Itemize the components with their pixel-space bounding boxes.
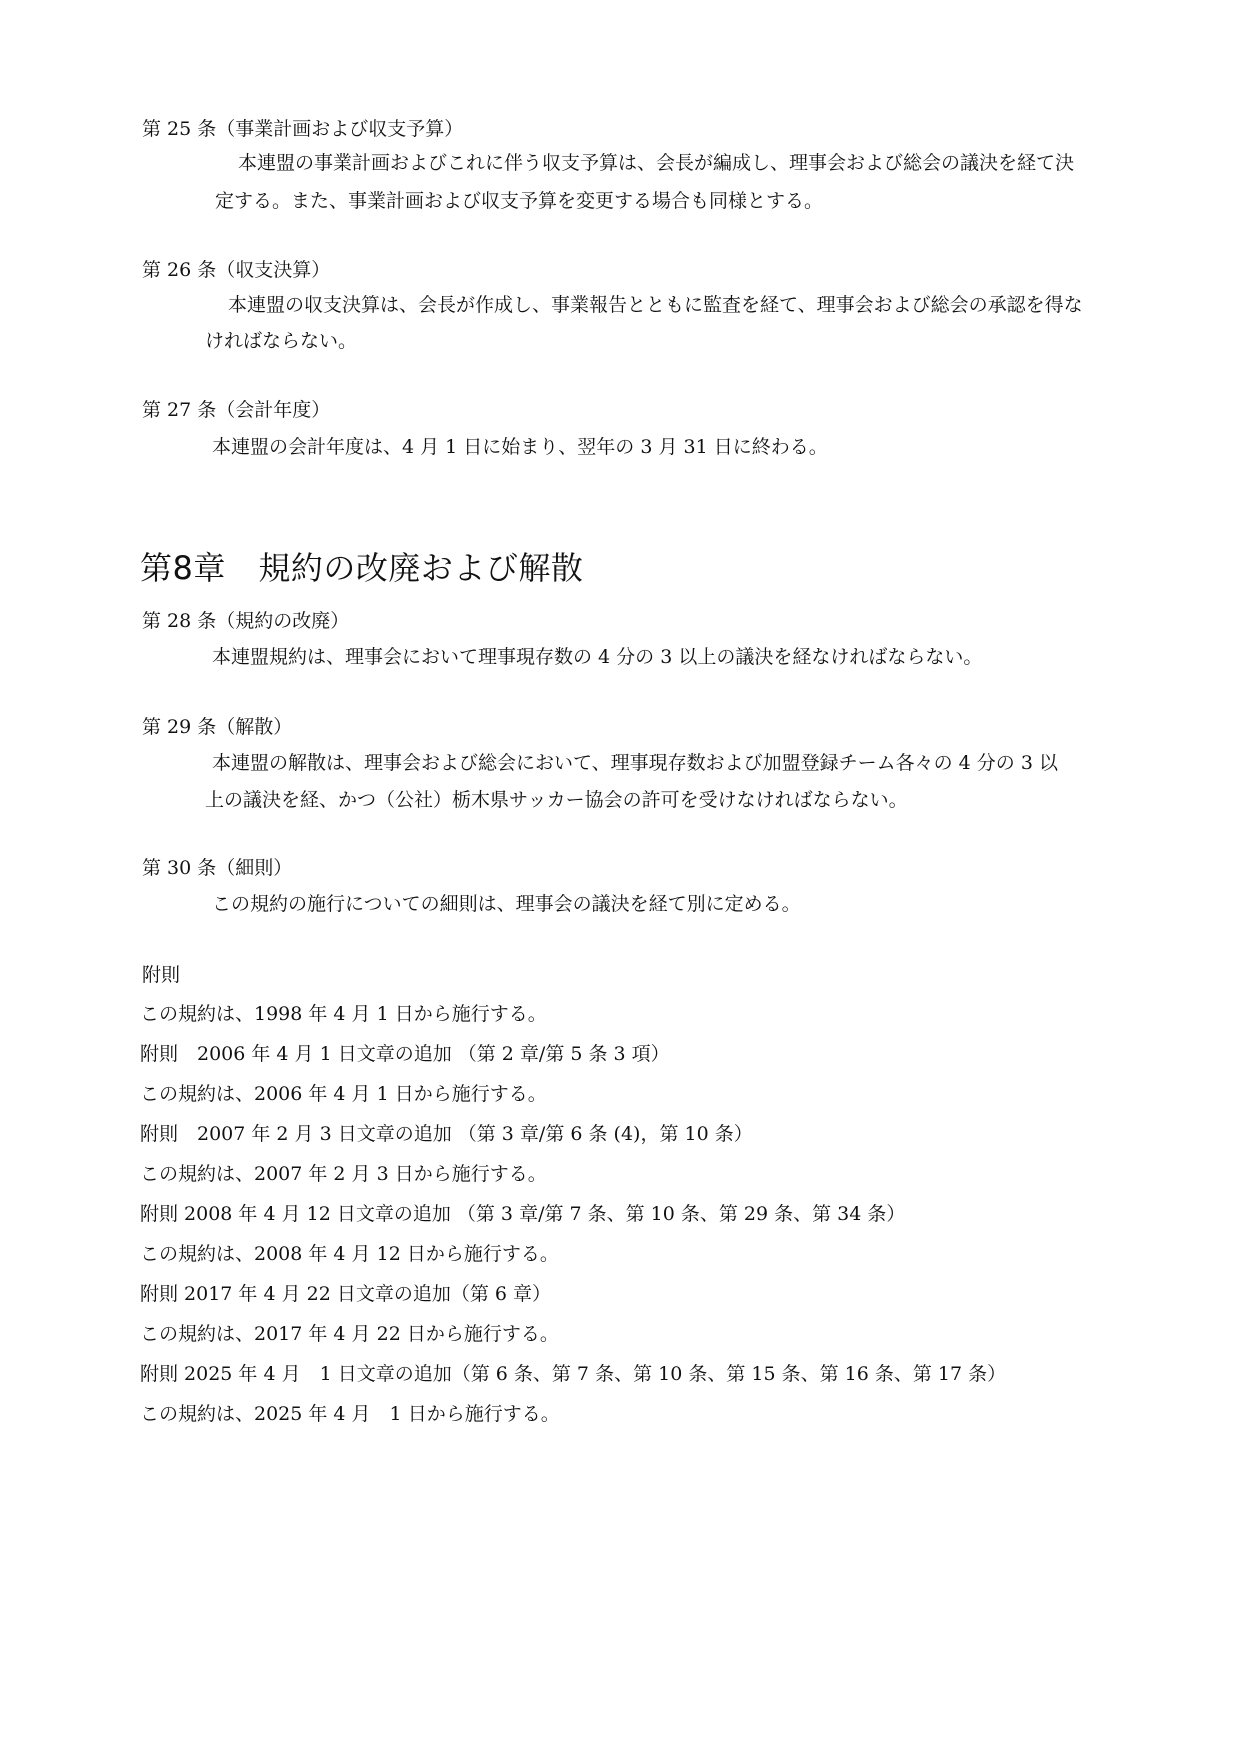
supplementary-line: 附則 2025 年 4 月 1 日文章の追加（第 6 条、第 7 条、第 10 条、第 15 条、第 16 条、第 17 条） — [140, 1363, 1007, 1385]
article-26-body-line-1: 本連盟の収支決算は、会長が作成し、事業報告とともに監査を経て、理事会および総会の承認を得な — [228, 294, 1083, 316]
supplementary-line: この規約は、2017 年 4 月 22 日から施行する。 — [140, 1323, 559, 1345]
supplementary-heading: 附則 — [142, 964, 181, 986]
supplementary-line: 附則 2006 年 4 月 1 日文章の追加 （第 2 章/第 5 条 3 項） — [140, 1043, 670, 1065]
article-27-body-line-1: 本連盟の会計年度は、4 月 1 日に始まり、翌年の 3 月 31 日に終わる。 — [212, 436, 828, 458]
article-26-heading: 第 26 条（収支決算） — [142, 259, 331, 281]
supplementary-line: 附則 2008 年 4 月 12 日文章の追加 （第 3 章/第 7 条、第 10 条、第 29 条、第 34 条） — [140, 1203, 906, 1225]
supplementary-line: この規約は、2006 年 4 月 1 日から施行する。 — [140, 1083, 547, 1105]
article-26-body-line-2: ければならない。 — [205, 330, 358, 352]
article-29-body-line-2: 上の議決を経、かつ（公社）栃木県サッカー協会の許可を受けなければならない。 — [205, 789, 908, 811]
chapter-8-title: 第8章 規約の改廃および解散 — [140, 549, 584, 587]
supplementary-line: 附則 2007 年 2 月 3 日文章の追加 （第 3 章/第 6 条 (4)，第 10 条） — [140, 1123, 753, 1145]
article-25-body-line-1: 本連盟の事業計画およびこれに伴う収支予算は、会長が編成し、理事会および総会の議決を経て決 — [238, 152, 1075, 174]
article-28-body-line-1: 本連盟規約は、理事会において理事現存数の 4 分の 3 以上の議決を経なければならない。 — [212, 646, 983, 668]
supplementary-line: 附則 2017 年 4 月 22 日文章の追加（第 6 章） — [140, 1283, 552, 1305]
article-29-body-line-1: 本連盟の解散は、理事会および総会において、理事現存数および加盟登録チーム各々の 4 分の 3 以 — [212, 752, 1058, 774]
article-28-heading: 第 28 条（規約の改廃） — [142, 610, 350, 632]
supplementary-line: この規約は、1998 年 4 月 1 日から施行する。 — [140, 1003, 547, 1025]
supplementary-line: この規約は、2025 年 4 月 1 日から施行する。 — [140, 1403, 560, 1425]
article-25-body-line-2: 定する。また、事業計画および収支予算を変更する場合も同様とする。 — [215, 190, 824, 212]
article-29-heading: 第 29 条（解散） — [142, 716, 293, 738]
supplementary-line: この規約は、2008 年 4 月 12 日から施行する。 — [140, 1243, 559, 1265]
article-30-heading: 第 30 条（細則） — [142, 857, 293, 879]
article-27-heading: 第 27 条（会計年度） — [142, 399, 331, 421]
supplementary-line: この規約は、2007 年 2 月 3 日から施行する。 — [140, 1163, 547, 1185]
article-25-heading: 第 25 条（事業計画および収支予算） — [142, 118, 464, 140]
article-30-body-line-1: この規約の施行についての細則は、理事会の議決を経て別に定める。 — [212, 893, 801, 915]
